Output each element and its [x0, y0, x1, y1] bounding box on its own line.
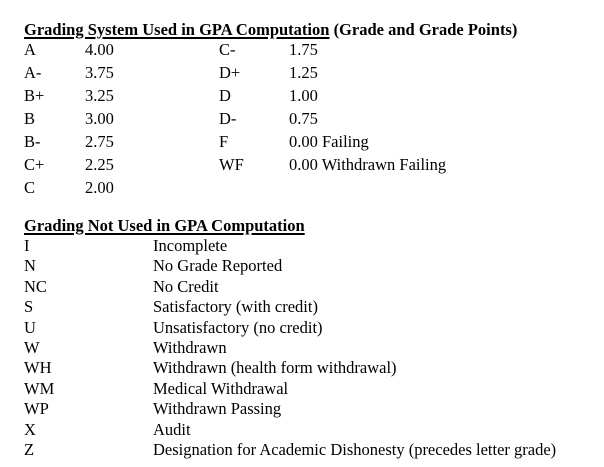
grade-description: Satisfactory (with credit) — [153, 297, 318, 317]
grade-description: Withdrawn (health form withdrawal) — [153, 358, 397, 378]
grade-points: 1.25 — [289, 63, 318, 82]
non-gpa-row — [24, 236, 600, 256]
grade-letter: D — [219, 86, 231, 105]
grade-code: U — [24, 317, 36, 337]
section-spacer — [24, 203, 600, 215]
non-gpa-row — [24, 379, 600, 399]
grade-letter: B — [24, 109, 36, 128]
grade-letter: F — [219, 132, 229, 151]
grade-code: NC — [24, 276, 47, 296]
grade-points: 4.00 — [85, 40, 114, 59]
gpa-section-heading — [24, 19, 600, 40]
non-gpa-row — [24, 338, 600, 358]
non-gpa-row — [24, 277, 600, 297]
non-gpa-row — [24, 297, 600, 317]
grade-code: WP — [24, 399, 49, 419]
grade-description: Incomplete — [153, 236, 228, 255]
grade-letter: B- — [24, 132, 41, 151]
grade-letter: B+ — [24, 86, 45, 105]
grade-code: WM — [24, 378, 55, 398]
non-gpa-row — [24, 440, 600, 460]
grade-points: 0.00 Failing — [289, 132, 369, 151]
grade-description: Unsatisfactory (no credit) — [153, 317, 323, 337]
non-gpa-row — [24, 358, 600, 378]
grade-code: WH — [24, 358, 52, 378]
grade-description: Withdrawn Passing — [153, 399, 282, 419]
grade-code: N — [24, 256, 36, 276]
grade-description: No Grade Reported — [153, 256, 283, 276]
grade-points: 2.00 — [85, 178, 114, 197]
grade-code: S — [24, 297, 34, 317]
grade-description: Medical Withdrawal — [153, 378, 289, 398]
grade-letter: C+ — [24, 155, 45, 174]
grade-letter: D+ — [219, 63, 241, 82]
grade-description: No Credit — [153, 276, 219, 296]
grade-letter: A — [24, 40, 36, 59]
grade-points: 0.75 — [289, 109, 318, 128]
non-gpa-row — [24, 318, 600, 338]
gpa-grade-table — [24, 40, 600, 203]
non-gpa-row — [24, 399, 600, 419]
grade-points: 3.75 — [85, 63, 114, 82]
grade-letter: A- — [24, 63, 42, 82]
grade-code: Z — [24, 439, 35, 459]
gpa-heading-subtitle: (Grade and Grade Points) — [329, 20, 518, 39]
non-gpa-section-heading — [24, 215, 600, 236]
grade-code: W — [24, 337, 40, 357]
grade-letter: D- — [219, 109, 237, 128]
grade-description: Designation for Academic Dishonesty (precedes letter grade) — [153, 439, 557, 459]
grade-letter: C — [24, 178, 36, 197]
grade-points: 2.25 — [85, 155, 114, 174]
grade-description: Audit — [153, 419, 191, 439]
gpa-heading-title: Grading System Used in GPA Computation — [24, 20, 330, 39]
grade-points: 1.00 — [289, 86, 318, 105]
grade-points: 0.00 Withdrawn Failing — [289, 155, 447, 174]
grade-points: 3.00 — [85, 109, 114, 128]
grade-letter: WF — [219, 155, 244, 174]
non-gpa-row — [24, 256, 600, 276]
grade-points: 2.75 — [85, 132, 114, 151]
grade-letter: C- — [219, 40, 236, 59]
non-gpa-heading-title: Grading Not Used in GPA Computation — [24, 216, 305, 235]
grade-points: 1.75 — [289, 40, 318, 59]
grade-code: I — [24, 236, 30, 255]
grade-description: Withdrawn — [153, 337, 227, 357]
non-gpa-grade-list — [24, 236, 600, 460]
grading-document — [24, 19, 600, 460]
grade-points: 3.25 — [85, 86, 114, 105]
grade-code: X — [24, 419, 36, 439]
non-gpa-row — [24, 420, 600, 440]
